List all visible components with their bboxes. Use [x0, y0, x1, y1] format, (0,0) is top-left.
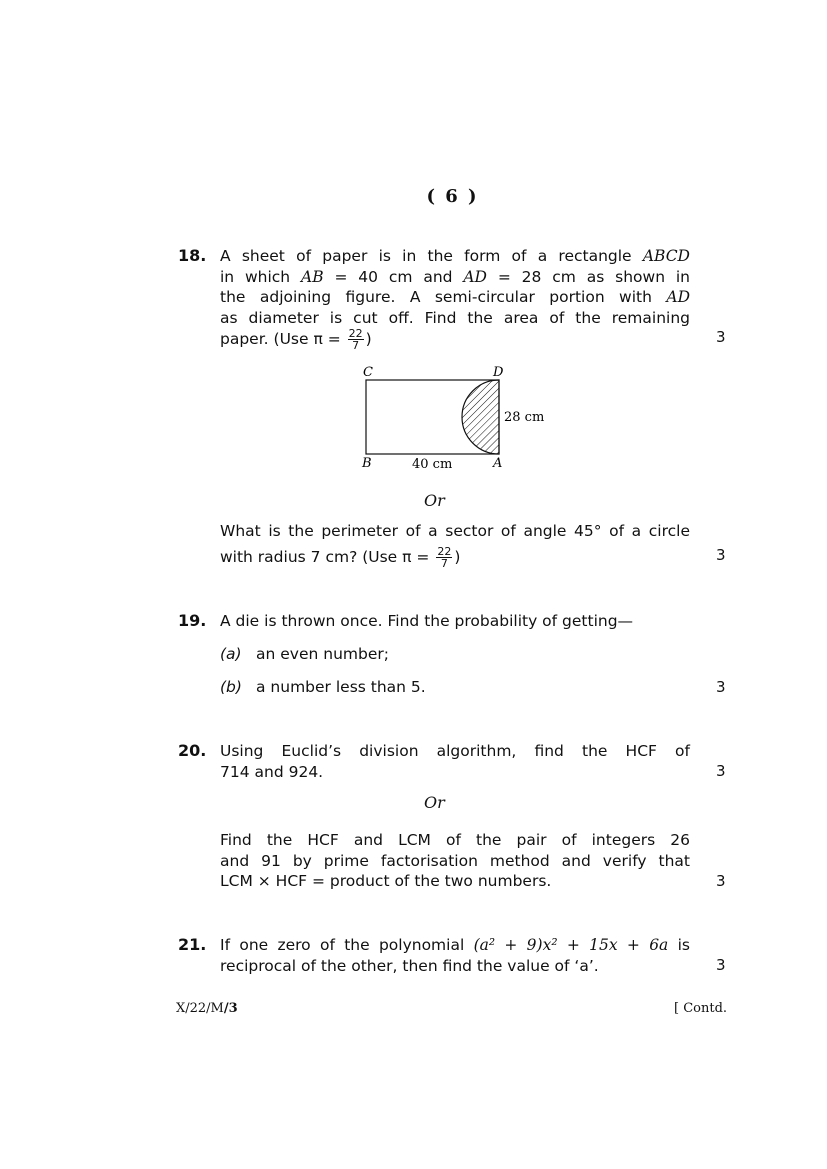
q18-pi-fraction: $\frac{22}{7}$ [348, 327, 363, 352]
q21-polynomial: (a² + 9)x² + 15x + 6a [473, 936, 669, 954]
q19-a-label: (a) [220, 645, 242, 663]
q18-marks: 3 [716, 328, 726, 346]
label-d: D [493, 365, 504, 380]
q18-line4: as diameter is cut off. Find the area of the remaining [220, 308, 690, 327]
q19-b-text: a number less than 5. [256, 678, 426, 696]
label-c: C [363, 365, 373, 380]
q19-a-text: an even number; [256, 645, 389, 663]
label-a: A [493, 456, 503, 471]
continued-note: [ Contd. [674, 1001, 728, 1016]
q20-alt-line1: Find the HCF and LCM of the pair of integers 26 [220, 831, 690, 849]
q20-alt-line2: and 91 by prime factorisation method and verify that [220, 851, 690, 870]
q20-number: 20. [178, 741, 207, 760]
q20-marks: 3 [716, 762, 726, 780]
q18-figure [355, 362, 555, 474]
q18-alt-pi-fraction: $\frac{22}{7}$ [437, 545, 452, 570]
semicircle-cutoff [462, 380, 499, 454]
label-40cm: 40 cm [412, 457, 453, 472]
q20-text [220, 741, 690, 782]
label-28cm: 28 cm [504, 410, 545, 425]
q20-line1: Using Euclid’s division algorithm, find the HCF of [220, 742, 690, 760]
q19-stem: A die is thrown once. Find the probability of getting— [220, 612, 634, 630]
q18-text [220, 246, 690, 351]
q21-line1: If one zero of the polynomial (a² + 9)x² + 15x + 6a is [220, 936, 690, 954]
q18-alt-line1: What is the perimeter of a sector of angle 45° of a circle [220, 522, 690, 540]
q20-alt-text [220, 830, 690, 892]
q19-marks: 3 [716, 678, 726, 696]
paper-code: X/22/M/3 [176, 1001, 238, 1016]
q21-marks: 3 [716, 956, 726, 974]
q21-text [220, 935, 690, 976]
label-b: B [362, 456, 372, 471]
q20-alt-marks: 3 [716, 872, 726, 890]
q18-line3: the adjoining figure. A semi-circular portion with AD [220, 288, 690, 306]
q18-line5: paper. (Use π = $\frac{22}{7}$ ) [220, 327, 372, 352]
q20-or: Or [424, 793, 445, 812]
q21-number: 21. [178, 935, 207, 954]
q20-line2: 714 and 924. [220, 762, 324, 781]
q18-alt-text [220, 518, 690, 570]
q18-number: 18. [178, 246, 207, 265]
q19-b-label: (b) [220, 678, 242, 696]
q20-alt-line3: LCM × HCF = product of the two numbers. [220, 872, 552, 890]
q21-line2: reciprocal of the other, then find the value of ‘a’. [220, 956, 599, 975]
q18-or: Or [424, 491, 445, 510]
page-number: ( 6 ) [426, 186, 479, 207]
q18-alt-marks: 3 [716, 546, 726, 564]
q18-alt-line2: with radius 7 cm? (Use π = $\frac{22}{7}$ ) [220, 545, 461, 570]
q18-line1: A sheet of paper is in the form of a rectangle ABCD [220, 247, 690, 265]
q19-number: 19. [178, 611, 207, 630]
q18-line2: in which AB = 40 cm and AD = 28 cm as shown in [220, 267, 690, 286]
